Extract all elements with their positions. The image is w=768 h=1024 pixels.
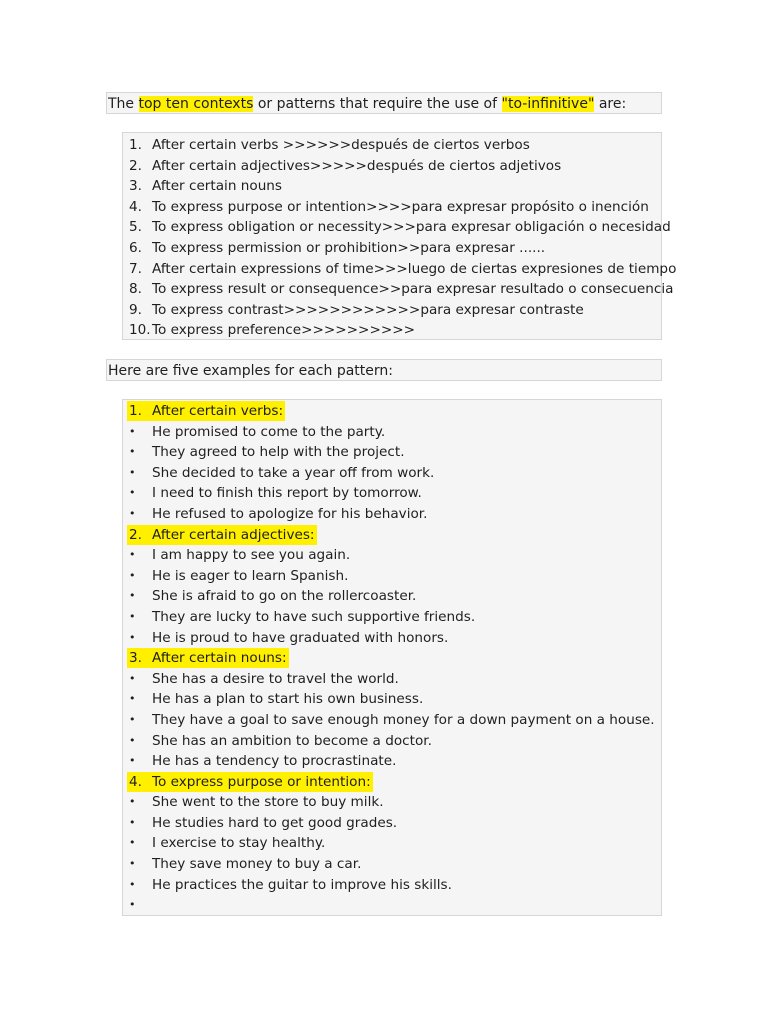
context-number: 4. [129, 198, 142, 215]
example-item [123, 586, 661, 607]
example-item [123, 813, 661, 834]
contexts-list-box [122, 132, 677, 340]
context-item [123, 279, 674, 300]
example-text: I need to finish this report by tomorrow. [152, 485, 422, 502]
bullet-icon: • [129, 712, 136, 726]
example-text: They have a goal to save enough money for a down payment on a house. [152, 711, 655, 728]
context-item [123, 156, 661, 177]
example-text: I am happy to see you again. [152, 547, 351, 564]
context-item [123, 176, 661, 197]
example-text: She went to the store to buy milk. [152, 794, 384, 811]
context-text: After certain verbs >>>>>>después de ciertos verbos [152, 137, 530, 153]
intro-sentence-box [106, 92, 662, 114]
pattern-heading [123, 401, 661, 422]
bullet-icon: • [129, 836, 136, 850]
context-text: To express obligation or necessity>>>para expresar obligación o necesidad [152, 219, 671, 236]
example-item [123, 710, 661, 731]
example-text: He is eager to learn Spanish. [152, 567, 349, 584]
intro-prefix: The [108, 96, 139, 112]
contexts-list [123, 135, 677, 341]
example-text: They agreed to help with the project. [152, 444, 405, 461]
example-item [123, 463, 661, 484]
context-item [123, 217, 671, 238]
pattern-heading-highlight [127, 525, 317, 545]
example-item [123, 854, 661, 875]
pattern-heading [123, 772, 661, 793]
context-number: 1. [129, 137, 142, 153]
bullet-icon: • [129, 898, 136, 912]
context-text: After certain adjectives>>>>>después de ciertos adjetivos [152, 157, 562, 174]
context-text: After certain nouns [152, 178, 283, 195]
intro-suffix: are: [594, 96, 627, 112]
context-item [123, 259, 677, 280]
bullet-icon: • [129, 486, 136, 500]
example-item [123, 566, 661, 587]
bullet-icon: • [129, 692, 136, 706]
pattern-heading-highlight [127, 401, 285, 421]
bullet-icon: • [129, 815, 136, 829]
bullet-icon: • [129, 609, 136, 623]
pattern-heading-highlight [127, 772, 373, 792]
bullet-icon: • [129, 630, 136, 644]
context-item [123, 320, 661, 341]
example-text: She is afraid to go on the rollercoaster. [152, 588, 417, 605]
pattern-title: After certain verbs: [152, 403, 284, 419]
example-text: He practices the guitar to improve his skills. [152, 876, 452, 893]
example-text: He has a tendency to procrastinate. [152, 753, 397, 770]
context-number: 2. [129, 157, 142, 174]
examples-intro-box [106, 359, 662, 381]
example-text: He has a plan to start his own business. [152, 691, 424, 708]
bullet-icon: • [129, 506, 136, 520]
example-item [123, 689, 661, 710]
context-number: 3. [129, 178, 142, 195]
context-text: To express purpose or intention>>>>para expresar propósito o inención [152, 198, 649, 215]
pattern-heading [123, 525, 661, 546]
example-text: He refused to apologize for his behavior. [152, 505, 428, 522]
example-item [123, 751, 661, 772]
example-item [123, 792, 661, 813]
bullet-icon: • [129, 445, 136, 459]
bullet-icon: • [129, 548, 136, 562]
context-number: 5. [129, 219, 142, 236]
pattern-heading [123, 648, 661, 669]
example-text: She has an ambition to become a doctor. [152, 732, 432, 749]
highlight-to-infinitive: "to-infinitive" [501, 96, 595, 112]
context-text: To express contrast>>>>>>>>>>>>para expresar contraste [152, 301, 584, 318]
context-number: 8. [129, 281, 142, 298]
example-item [123, 628, 661, 649]
example-text: He is proud to have graduated with honors. [152, 629, 449, 646]
example-item [123, 833, 661, 854]
bullet-icon: • [129, 424, 136, 438]
example-text: She decided to take a year off from work. [152, 464, 435, 481]
example-text: He studies hard to get good grades. [152, 814, 398, 831]
example-item [123, 731, 661, 752]
example-item [123, 607, 661, 628]
example-text: He promised to come to the party. [152, 423, 386, 440]
example-item [123, 895, 661, 916]
pattern-title: After certain nouns: [152, 650, 287, 667]
example-text: She has a desire to travel the world. [152, 670, 399, 687]
bullet-icon: • [129, 568, 136, 582]
context-number: 10. [129, 322, 151, 339]
context-text: After certain expressions of time>>>luego de ciertas expresiones de tiempo [152, 260, 677, 277]
context-item [123, 135, 661, 156]
context-text: To express preference>>>>>>>>>> [152, 322, 416, 339]
pattern-title: To express purpose or intention: [152, 773, 371, 790]
examples-box [122, 399, 662, 916]
pattern-number: 1. [129, 403, 142, 419]
highlight-top-ten-contexts: top ten contexts [138, 96, 254, 112]
pattern-title: After certain adjectives: [152, 526, 315, 543]
intro-middle: or patterns that require the use of [253, 96, 502, 112]
context-number: 9. [129, 301, 142, 318]
example-item [123, 483, 661, 504]
example-text: I exercise to stay healthy. [152, 835, 326, 852]
example-item [123, 545, 661, 566]
example-item [123, 422, 661, 443]
example-text: They save money to buy a car. [152, 856, 362, 873]
example-text: They are lucky to have such supportive friends. [152, 608, 476, 625]
bullet-icon: • [129, 671, 136, 685]
context-item [123, 197, 661, 218]
bullet-icon: • [129, 465, 136, 479]
context-number: 6. [129, 239, 142, 256]
bullet-icon: • [129, 877, 136, 891]
example-item [123, 504, 661, 525]
bullet-icon: • [129, 754, 136, 768]
context-item [123, 300, 661, 321]
context-text: To express result or consequence>>para expresar resultado o consecuencia [152, 281, 674, 298]
context-number: 7. [129, 260, 142, 277]
pattern-number: 4. [129, 773, 142, 790]
pattern-number: 3. [129, 650, 142, 667]
examples-intro-text: Here are five examples for each pattern: [108, 363, 393, 379]
example-item [123, 875, 661, 896]
pattern-number: 2. [129, 526, 142, 543]
bullet-icon: • [129, 589, 136, 603]
context-text: To express permission or prohibition>>para expresar ...... [152, 239, 546, 256]
bullet-icon: • [129, 857, 136, 871]
bullet-icon: • [129, 795, 136, 809]
pattern-heading-highlight [127, 648, 289, 668]
example-item [123, 442, 661, 463]
examples-list [123, 401, 661, 916]
bullet-icon: • [129, 733, 136, 747]
context-item [123, 238, 661, 259]
example-item [123, 669, 661, 690]
